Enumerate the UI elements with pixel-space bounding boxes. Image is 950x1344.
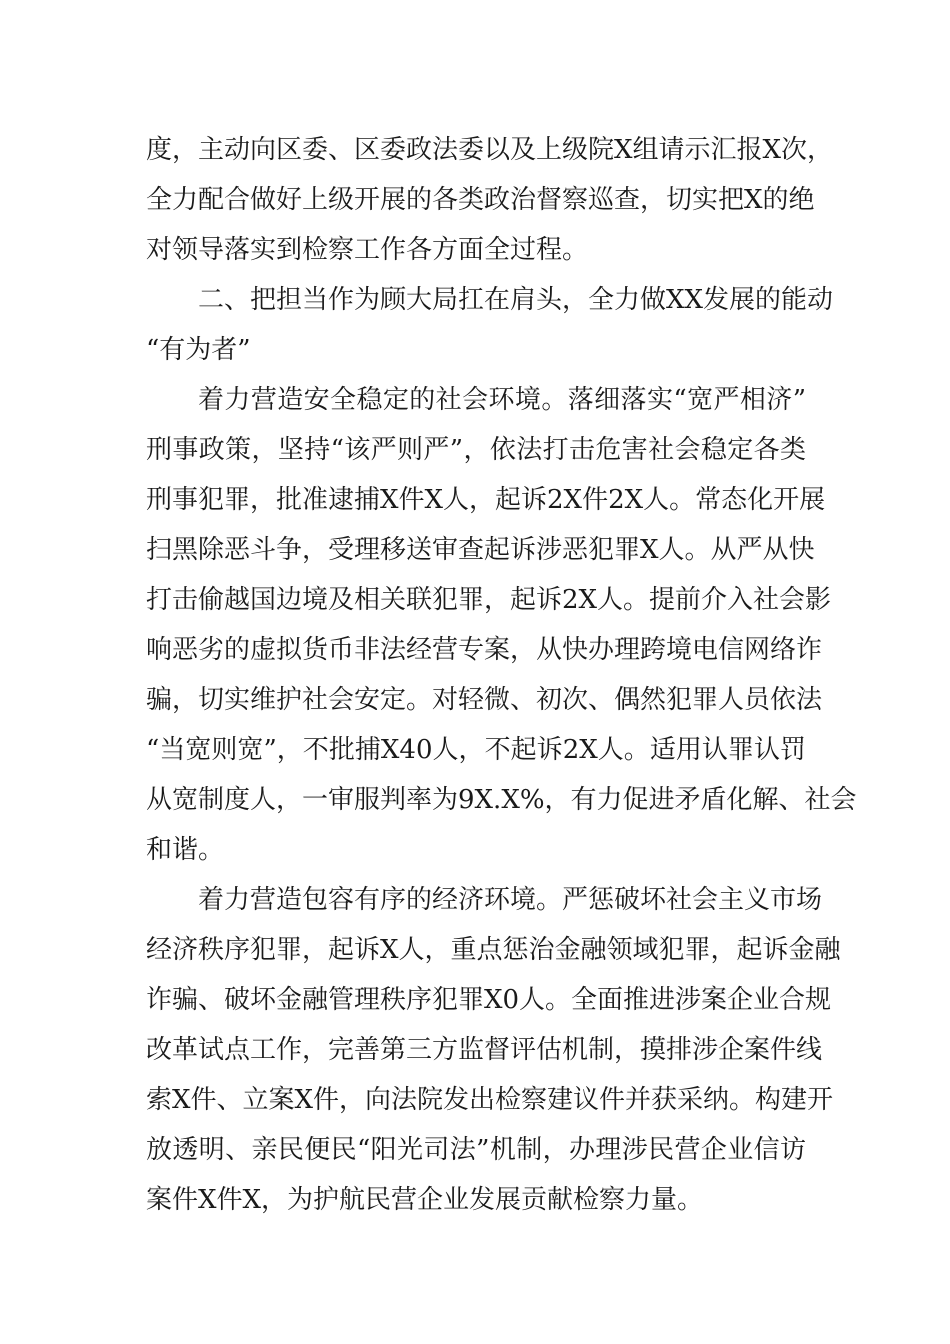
text-line: “当宽则宽”，不批捕X40人，不起诉2X人。适用认罪认罚 — [146, 735, 806, 765]
text-line: 刑事犯罪，批准逮捕X件X人，起诉2X件2X人。常态化开展 — [146, 485, 826, 515]
text-line: 改革试点工作，完善第三方监督评估机制，摸排涉企案件线 — [146, 1035, 823, 1065]
text-line: 全力配合做好上级开展的各类政治督察巡查，切实把X的绝 — [146, 185, 815, 215]
text-line: 打击偷越国边境及相关联犯罪，起诉2X人。提前介入社会影 — [146, 585, 832, 615]
text-line: 放透明、亲民便民“阳光司法”机制，办理涉民营企业信访 — [146, 1135, 806, 1165]
text-line: 经济秩序犯罪，起诉X人，重点惩治金融领域犯罪，起诉金融 — [146, 935, 841, 965]
text-line: 刑事政策，坚持“该严则严”，依法打击危害社会稳定各类 — [146, 435, 806, 465]
text-line: 索X件、立案X件，向法院发出检察建议件并获采纳。构建开 — [146, 1085, 834, 1115]
text-line: 度，主动向区委、区委政法委以及上级院X组请示汇报X次， — [146, 135, 834, 165]
text-line: 案件X件X，为护航民营企业发展贡献检察力量。 — [146, 1185, 704, 1215]
text-line: 响恶劣的虚拟货币非法经营专案，从快办理跨境电信网络诈 — [146, 635, 823, 665]
text-line: 着力营造包容有序的经济环境。严惩破坏社会主义市场 — [198, 885, 823, 915]
section-heading-line: 二、把担当作为顾大局扛在肩头，全力做XX发展的能动 — [198, 285, 834, 315]
text-line: 和谐。 — [146, 835, 225, 865]
text-line: 扫黑除恶斗争，受理移送审查起诉涉恶犯罪X人。从严从快 — [146, 535, 815, 565]
text-line: 骗，切实维护社会安定。对轻微、初次、偶然犯罪人员依法 — [146, 685, 823, 715]
section-heading-line: “有为者” — [146, 335, 251, 365]
text-line: 着力营造安全稳定的社会环境。落细落实“宽严相济” — [198, 385, 806, 415]
text-line: 从宽制度人，一审服判率为9X.X%，有力促进矛盾化解、社会 — [146, 785, 857, 815]
text-line: 诈骗、破坏金融管理秩序犯罪X0人。全面推进涉案企业合规 — [146, 985, 832, 1015]
text-line: 对领导落实到检察工作各方面全过程。 — [146, 235, 589, 265]
